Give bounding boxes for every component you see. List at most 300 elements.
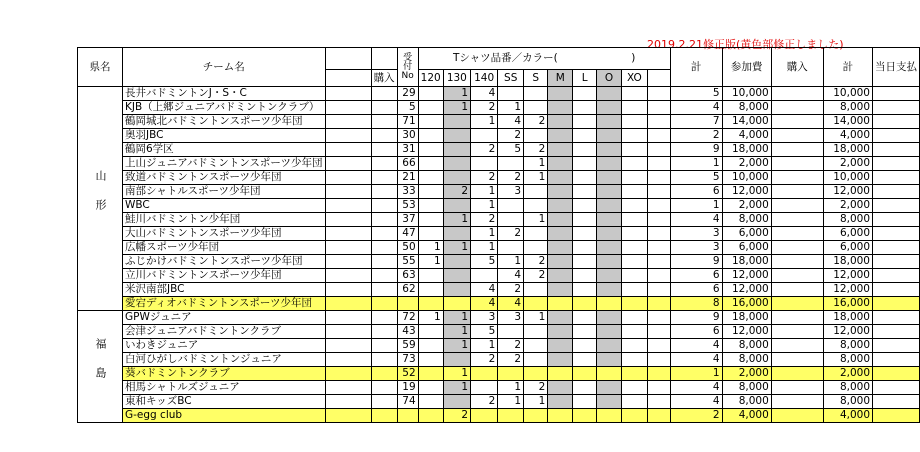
- size-count: [524, 325, 548, 339]
- reception-no: 62: [397, 283, 418, 297]
- purchase2-cell: [771, 87, 823, 101]
- size-count: 2: [498, 353, 524, 367]
- size-count: [418, 325, 443, 339]
- fee-cell: 12,000: [722, 269, 771, 283]
- header-blank: [325, 70, 371, 87]
- size-count: [573, 381, 597, 395]
- size-count: [597, 409, 622, 423]
- fee-cell: 8,000: [722, 353, 771, 367]
- reception-no: 66: [397, 157, 418, 171]
- team-extra: [325, 325, 371, 339]
- size-count: 1: [443, 213, 470, 227]
- size-count: 2: [524, 143, 548, 157]
- team-extra: [325, 311, 371, 325]
- header-row-1: [78, 48, 920, 70]
- entry-table: [77, 47, 920, 423]
- purchase-cell: [371, 227, 397, 241]
- size-count: [548, 115, 573, 129]
- table-row: [78, 87, 920, 101]
- purchase2-cell: [771, 325, 823, 339]
- pref-cell: [78, 311, 123, 423]
- purchase-cell: [371, 353, 397, 367]
- purchase2-cell: [771, 311, 823, 325]
- payday-cell: [873, 143, 920, 157]
- size-count: 2: [498, 129, 524, 143]
- size-count: [418, 171, 443, 185]
- tshirt-extra: [647, 227, 670, 241]
- tshirt-extra: [647, 213, 670, 227]
- purchase-cell: [371, 297, 397, 311]
- size-count: [573, 213, 597, 227]
- size-count: [524, 101, 548, 115]
- row-total: 9: [670, 311, 722, 325]
- table-row: [78, 409, 920, 423]
- size-count: [524, 129, 548, 143]
- size-count: [573, 367, 597, 381]
- size-count: [621, 269, 647, 283]
- row-total: 3: [670, 227, 722, 241]
- tshirt-extra: [647, 185, 670, 199]
- size-count: [524, 409, 548, 423]
- purchase-cell: [371, 101, 397, 115]
- size-count: [597, 129, 622, 143]
- size-count: [548, 325, 573, 339]
- payday-cell: [873, 311, 920, 325]
- size-count: 2: [471, 171, 498, 185]
- fee-cell: 6,000: [722, 227, 771, 241]
- tshirt-extra: [647, 339, 670, 353]
- size-count: 5: [471, 255, 498, 269]
- size-count: [443, 227, 470, 241]
- size-count: 1: [443, 101, 470, 115]
- size-count: [443, 199, 470, 213]
- size-count: [621, 367, 647, 381]
- size-count: [418, 227, 443, 241]
- purchase-cell: [371, 129, 397, 143]
- size-count: [597, 367, 622, 381]
- team-extra: [325, 269, 371, 283]
- table-row: [78, 213, 920, 227]
- purchase-cell: [371, 381, 397, 395]
- payday-cell: [873, 297, 920, 311]
- team-name: 米沢南部JBC: [123, 283, 326, 297]
- size-count: [621, 115, 647, 129]
- size-count: [418, 199, 443, 213]
- reception-no: 74: [397, 395, 418, 409]
- sum-cell: 12,000: [823, 325, 872, 339]
- team-name: 南部シャトルスポーツ少年団: [123, 185, 326, 199]
- fee-cell: 2,000: [722, 199, 771, 213]
- row-total: 6: [670, 325, 722, 339]
- size-count: [418, 395, 443, 409]
- size-count: [471, 157, 498, 171]
- table-row: [78, 283, 920, 297]
- size-count: [498, 325, 524, 339]
- size-count: [443, 115, 470, 129]
- size-count: [418, 353, 443, 367]
- team-extra: [325, 255, 371, 269]
- reception-no: 55: [397, 255, 418, 269]
- table-row: [78, 325, 920, 339]
- size-count: [621, 325, 647, 339]
- tshirt-extra: [647, 115, 670, 129]
- size-count: [573, 395, 597, 409]
- row-total: 2: [670, 409, 722, 423]
- size-count: 2: [498, 171, 524, 185]
- size-count: [548, 339, 573, 353]
- size-count: 5: [498, 143, 524, 157]
- size-count: [524, 353, 548, 367]
- sum-cell: 8,000: [823, 213, 872, 227]
- sum-cell: 8,000: [823, 395, 872, 409]
- purchase-cell: [371, 395, 397, 409]
- table-row: [78, 381, 920, 395]
- header-pref: 県名: [78, 48, 123, 87]
- size-count: 1: [471, 185, 498, 199]
- size-count: 2: [471, 143, 498, 157]
- size-count: [621, 157, 647, 171]
- payday-cell: [873, 269, 920, 283]
- size-count: [524, 283, 548, 297]
- header-purchase2: 購入: [771, 48, 823, 87]
- header-tshirt: Tシャツ品番／カラー( ): [418, 48, 670, 70]
- fee-cell: 18,000: [722, 311, 771, 325]
- purchase2-cell: [771, 115, 823, 129]
- size-count: [621, 185, 647, 199]
- payday-cell: [873, 87, 920, 101]
- reception-no: 71: [397, 115, 418, 129]
- fee-cell: 18,000: [722, 255, 771, 269]
- size-count: [548, 409, 573, 423]
- table-row: [78, 311, 920, 325]
- size-count: [548, 297, 573, 311]
- fee-cell: 4,000: [722, 129, 771, 143]
- size-count: 1: [498, 255, 524, 269]
- size-count: [573, 129, 597, 143]
- size-count: [597, 311, 622, 325]
- sum-cell: 2,000: [823, 199, 872, 213]
- size-count: [471, 381, 498, 395]
- sum-cell: 6,000: [823, 227, 872, 241]
- size-count: [548, 213, 573, 227]
- reception-no: 21: [397, 171, 418, 185]
- payday-cell: [873, 213, 920, 227]
- table-row: [78, 255, 920, 269]
- size-count: [621, 395, 647, 409]
- size-count: [418, 157, 443, 171]
- team-name: 上山ジュニアバドミントンスポーツ少年団: [123, 157, 326, 171]
- fee-cell: 6,000: [722, 241, 771, 255]
- size-count: 2: [471, 353, 498, 367]
- size-count: 1: [418, 241, 443, 255]
- size-count: [524, 339, 548, 353]
- header-fee: 参加費: [722, 48, 771, 87]
- purchase-cell: [371, 325, 397, 339]
- team-extra: [325, 115, 371, 129]
- team-extra: [325, 241, 371, 255]
- tshirt-extra: [647, 381, 670, 395]
- size-count: [573, 241, 597, 255]
- pref-name: 福島: [94, 337, 107, 396]
- team-name: GPWジュニア: [123, 311, 326, 325]
- size-count: 1: [471, 115, 498, 129]
- reception-no: 33: [397, 185, 418, 199]
- row-total: 5: [670, 171, 722, 185]
- size-count: 3: [471, 311, 498, 325]
- size-count: [597, 185, 622, 199]
- tshirt-extra: [647, 283, 670, 297]
- size-count: [597, 283, 622, 297]
- purchase-cell: [371, 157, 397, 171]
- size-count: [597, 353, 622, 367]
- row-total: 4: [670, 101, 722, 115]
- size-count: [597, 115, 622, 129]
- size-count: [621, 381, 647, 395]
- size-count: [573, 353, 597, 367]
- tshirt-extra: [647, 409, 670, 423]
- size-count: [548, 129, 573, 143]
- table-row: [78, 269, 920, 283]
- payday-cell: [873, 227, 920, 241]
- purchase-cell: [371, 143, 397, 157]
- team-name: 鶴岡城北バドミントンスポーツ少年団: [123, 115, 326, 129]
- size-count: [471, 129, 498, 143]
- team-extra: [325, 171, 371, 185]
- size-count: [443, 269, 470, 283]
- row-total: 1: [670, 199, 722, 213]
- payday-cell: [873, 409, 920, 423]
- size-count: [418, 367, 443, 381]
- payday-cell: [873, 185, 920, 199]
- size-count: [597, 255, 622, 269]
- team-extra: [325, 143, 371, 157]
- size-count: [573, 157, 597, 171]
- reception-no: 5: [397, 101, 418, 115]
- size-count: [621, 297, 647, 311]
- sum-cell: 16,000: [823, 297, 872, 311]
- table-row: [78, 157, 920, 171]
- table-row: [78, 143, 920, 157]
- size-count: [498, 367, 524, 381]
- reception-no: 73: [397, 353, 418, 367]
- size-count: [524, 367, 548, 381]
- fee-cell: 12,000: [722, 283, 771, 297]
- payday-cell: [873, 101, 920, 115]
- size-count: [597, 269, 622, 283]
- table-row: [78, 353, 920, 367]
- size-count: [498, 409, 524, 423]
- table-row: [78, 297, 920, 311]
- payday-cell: [873, 381, 920, 395]
- row-total: 2: [670, 129, 722, 143]
- size-count: [597, 213, 622, 227]
- fee-cell: 10,000: [722, 87, 771, 101]
- size-count: [524, 227, 548, 241]
- team-extra: [325, 297, 371, 311]
- team-name: 会津ジュニアバドミントンクラブ: [123, 325, 326, 339]
- size-count: [443, 255, 470, 269]
- tshirt-extra: [647, 269, 670, 283]
- size-count: [573, 283, 597, 297]
- size-count: [548, 143, 573, 157]
- reception-no: 29: [397, 87, 418, 101]
- payday-cell: [873, 325, 920, 339]
- size-count: 1: [443, 87, 470, 101]
- revision-note: 2019.2.21修正版(黄色部修正しました): [647, 38, 844, 51]
- purchase2-cell: [771, 129, 823, 143]
- table-row: [78, 101, 920, 115]
- size-count: 2: [498, 283, 524, 297]
- sum-cell: 2,000: [823, 367, 872, 381]
- team-name: G-egg club: [123, 409, 326, 423]
- table-row: [78, 115, 920, 129]
- size-count: [573, 311, 597, 325]
- purchase-cell: [371, 283, 397, 297]
- sum-cell: 2,000: [823, 157, 872, 171]
- purchase2-cell: [771, 367, 823, 381]
- size-count: [548, 171, 573, 185]
- tshirt-extra: [647, 311, 670, 325]
- row-total: 3: [670, 241, 722, 255]
- fee-cell: 10,000: [722, 171, 771, 185]
- payday-cell: [873, 283, 920, 297]
- fee-cell: 8,000: [722, 339, 771, 353]
- size-count: [418, 143, 443, 157]
- purchase2-cell: [771, 199, 823, 213]
- team-name: 奥羽JBC: [123, 129, 326, 143]
- size-count: [418, 381, 443, 395]
- size-count: [573, 227, 597, 241]
- size-count: [498, 241, 524, 255]
- payday-cell: [873, 339, 920, 353]
- size-count: [548, 87, 573, 101]
- team-extra: [325, 199, 371, 213]
- reception-no: 52: [397, 367, 418, 381]
- size-count: [498, 199, 524, 213]
- purchase2-cell: [771, 255, 823, 269]
- size-count: [573, 255, 597, 269]
- team-extra: [325, 339, 371, 353]
- header-size: S: [524, 70, 548, 87]
- table-row: [78, 129, 920, 143]
- size-count: [443, 353, 470, 367]
- size-count: [443, 171, 470, 185]
- reception-no: 43: [397, 325, 418, 339]
- header-payday: 当日支払: [873, 48, 920, 87]
- purchase2-cell: [771, 101, 823, 115]
- purchase2-cell: [771, 297, 823, 311]
- size-count: [548, 255, 573, 269]
- tshirt-extra: [647, 255, 670, 269]
- size-count: [621, 101, 647, 115]
- size-count: [597, 101, 622, 115]
- size-count: [621, 143, 647, 157]
- tshirt-extra: [647, 129, 670, 143]
- size-count: [443, 143, 470, 157]
- size-count: 2: [443, 409, 470, 423]
- size-count: 3: [498, 311, 524, 325]
- team-extra: [325, 129, 371, 143]
- fee-cell: 2,000: [722, 157, 771, 171]
- size-count: 1: [471, 199, 498, 213]
- sum-cell: 8,000: [823, 101, 872, 115]
- row-total: 4: [670, 395, 722, 409]
- team-extra: [325, 381, 371, 395]
- payday-cell: [873, 171, 920, 185]
- row-total: 1: [670, 157, 722, 171]
- tshirt-extra: [647, 171, 670, 185]
- size-count: [498, 157, 524, 171]
- sum-cell: 4,000: [823, 129, 872, 143]
- team-extra: [325, 283, 371, 297]
- reception-no: 30: [397, 129, 418, 143]
- size-count: [471, 269, 498, 283]
- size-count: [548, 395, 573, 409]
- size-count: 1: [498, 395, 524, 409]
- size-count: 1: [443, 325, 470, 339]
- team-extra: [325, 213, 371, 227]
- size-count: [597, 339, 622, 353]
- header-size: M: [548, 70, 573, 87]
- reception-no: 50: [397, 241, 418, 255]
- payday-cell: [873, 353, 920, 367]
- reception-no: 19: [397, 381, 418, 395]
- size-count: 1: [418, 255, 443, 269]
- fee-cell: 8,000: [722, 395, 771, 409]
- size-count: [621, 171, 647, 185]
- size-count: [418, 213, 443, 227]
- tshirt-extra: [647, 101, 670, 115]
- size-count: 4: [471, 87, 498, 101]
- size-count: [597, 143, 622, 157]
- size-count: [597, 87, 622, 101]
- reception-no: 53: [397, 199, 418, 213]
- purchase2-cell: [771, 395, 823, 409]
- tshirt-extra: [647, 367, 670, 381]
- size-count: 1: [524, 311, 548, 325]
- fee-cell: 12,000: [722, 325, 771, 339]
- purchase2-cell: [771, 353, 823, 367]
- size-count: [443, 283, 470, 297]
- size-count: 5: [471, 325, 498, 339]
- sum-cell: 8,000: [823, 353, 872, 367]
- fee-cell: 18,000: [722, 143, 771, 157]
- team-name: 広幡スポーツ少年団: [123, 241, 326, 255]
- row-total: 7: [670, 115, 722, 129]
- team-extra: [325, 227, 371, 241]
- header-purchase: 購入: [371, 70, 397, 87]
- size-count: 1: [418, 311, 443, 325]
- size-count: 1: [498, 101, 524, 115]
- pref-name: 山形: [94, 169, 107, 228]
- size-count: [573, 409, 597, 423]
- reception-no: 37: [397, 213, 418, 227]
- size-count: [621, 353, 647, 367]
- tshirt-extra: [647, 143, 670, 157]
- purchase-cell: [371, 199, 397, 213]
- size-count: [443, 157, 470, 171]
- row-total: 9: [670, 255, 722, 269]
- header-reception: 受付No: [397, 48, 418, 87]
- fee-cell: 8,000: [722, 381, 771, 395]
- size-count: [418, 101, 443, 115]
- header-size: 130: [443, 70, 470, 87]
- size-count: [621, 255, 647, 269]
- size-count: [548, 283, 573, 297]
- purchase-cell: [371, 213, 397, 227]
- purchase2-cell: [771, 409, 823, 423]
- size-count: [573, 101, 597, 115]
